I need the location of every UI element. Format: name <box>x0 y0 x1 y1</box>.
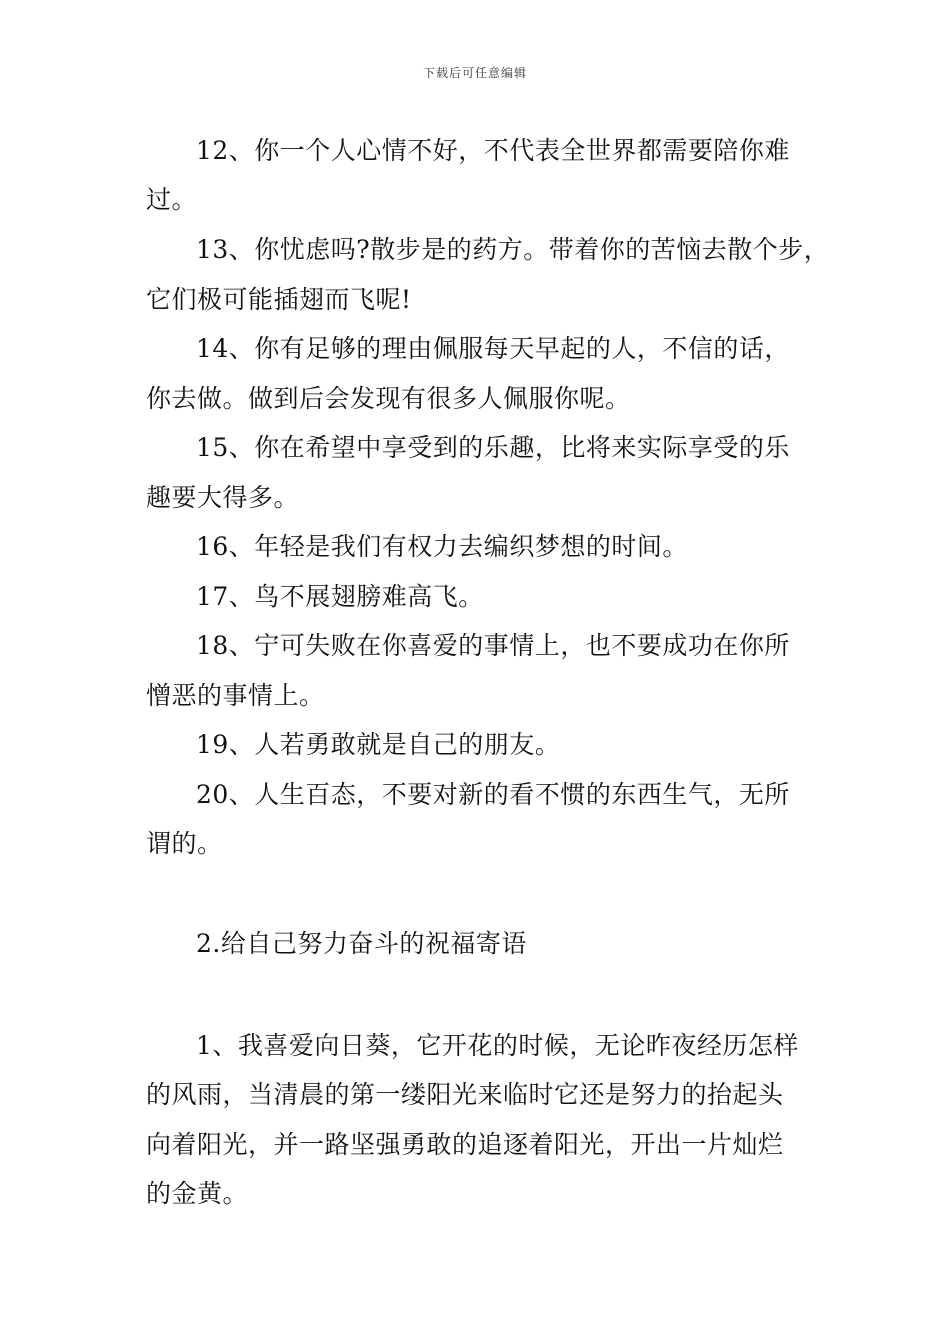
paragraph-line: 的金黄。 <box>146 1179 249 1208</box>
paragraph-line: 谓的。 <box>146 829 223 858</box>
paragraph-line: 18、宁可失败在你喜爱的事情上，也不要成功在你所 <box>196 631 790 660</box>
paragraph-line: 的风雨，当清晨的第一缕阳光来临时它还是努力的抬起头 <box>146 1080 784 1109</box>
paragraph-line: 17、鸟不展翅膀难高飞。 <box>196 582 484 611</box>
paragraph-line: 19、人若勇敢就是自己的朋友。 <box>196 730 561 759</box>
paragraph-line: 1、我喜爱向日葵，它开花的时候，无论昨夜经历怎样 <box>196 1031 799 1060</box>
paragraph-line: 趣要大得多。 <box>146 483 300 512</box>
paragraph-line: 向着阳光，并一路坚强勇敢的追逐着阳光，开出一片灿烂 <box>146 1130 784 1159</box>
header-note: 下载后可任意编辑 <box>422 66 527 80</box>
paragraph-line: 14、你有足够的理由佩服每天早起的人，不信的话， <box>196 334 790 363</box>
paragraph-line: 16、年轻是我们有权力去编织梦想的时间。 <box>196 532 688 561</box>
paragraph-line: 12、你一个人心情不好，不代表全世界都需要陪你难 <box>196 136 790 165</box>
paragraph-line: 13、你忧虑吗?散步是的药方。带着你的苦恼去散个步， <box>196 235 830 264</box>
paragraph-line: 15、你在希望中享受到的乐趣，比将来实际享受的乐 <box>196 433 790 462</box>
paragraph-line: 过。 <box>146 185 198 214</box>
section-heading: 2.给自己努力奋斗的祝福寄语 <box>196 929 527 958</box>
paragraph-line: 你去做。做到后会发现有很多人佩服你呢。 <box>146 384 631 413</box>
paragraph-line: 20、人生百态，不要对新的看不惯的东西生气，无所 <box>196 780 790 809</box>
paragraph-line: 憎恶的事情上。 <box>146 681 325 710</box>
paragraph-line: 它们极可能插翅而飞呢! <box>146 285 412 314</box>
